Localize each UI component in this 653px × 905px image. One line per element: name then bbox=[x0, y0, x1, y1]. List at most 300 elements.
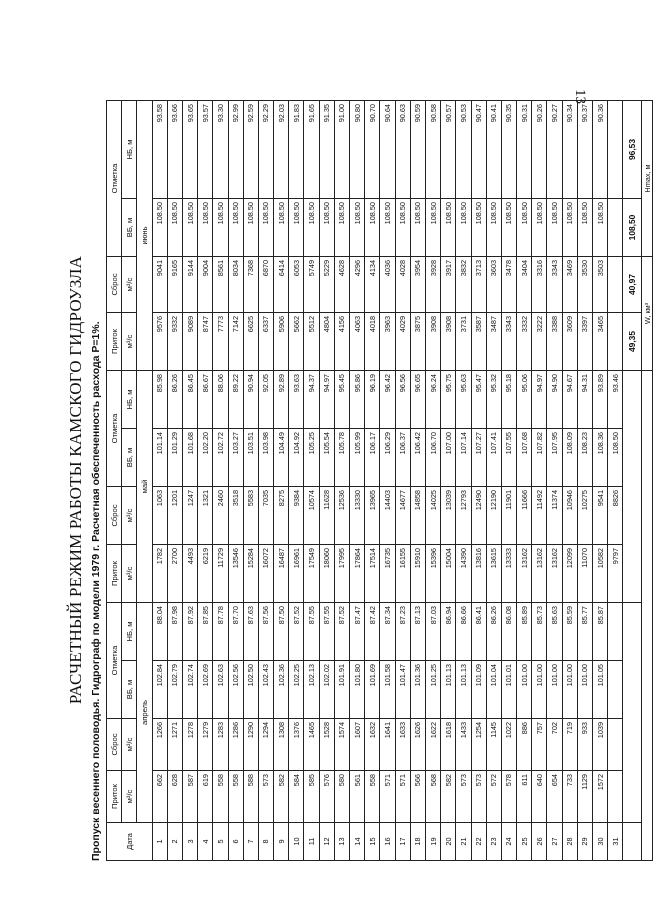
level-header-jun: Отметка bbox=[107, 101, 122, 257]
value-cell bbox=[608, 257, 623, 313]
value-cell: 103.51 bbox=[243, 429, 258, 487]
value-cell: 107.55 bbox=[501, 429, 516, 487]
value-cell: 108.50 bbox=[501, 199, 516, 257]
date-cell: 4 bbox=[198, 823, 213, 861]
value-cell: 1129 bbox=[577, 771, 592, 823]
value-cell: 93.66 bbox=[167, 101, 182, 199]
value-cell: 9165 bbox=[167, 257, 182, 313]
date-cell: 20 bbox=[441, 823, 456, 861]
value-cell: 96.56 bbox=[395, 371, 410, 429]
value-cell: 1622 bbox=[425, 719, 440, 771]
value-cell: 102.43 bbox=[258, 661, 273, 719]
unit-header: м³/с bbox=[122, 545, 137, 603]
value-cell: 8747 bbox=[198, 313, 213, 371]
table-row bbox=[395, 101, 410, 861]
value-cell: 94.37 bbox=[304, 371, 319, 429]
value-cell: 933 bbox=[577, 719, 592, 771]
total-w: 49,35 bbox=[623, 313, 642, 371]
value-cell: 4134 bbox=[365, 257, 380, 313]
value-cell: 9797 bbox=[608, 545, 623, 603]
value-cell: 1266 bbox=[152, 719, 167, 771]
value-cell: 85.63 bbox=[547, 603, 562, 661]
value-cell: 106.29 bbox=[380, 429, 395, 487]
value-cell: 93.63 bbox=[289, 371, 304, 429]
value-cell: 90.94 bbox=[243, 371, 258, 429]
value-cell: 101.00 bbox=[562, 661, 577, 719]
table-row bbox=[198, 101, 213, 861]
value-cell: 566 bbox=[410, 771, 425, 823]
unit-header: м³/с bbox=[122, 771, 137, 823]
value-cell: 3316 bbox=[532, 257, 547, 313]
value-cell: 108.50 bbox=[228, 199, 243, 257]
value-cell: 87.98 bbox=[167, 603, 182, 661]
value-cell: 106.42 bbox=[410, 429, 425, 487]
value-cell: 10275 bbox=[577, 487, 592, 545]
unit-header: м³/с bbox=[122, 313, 137, 371]
value-cell: 3713 bbox=[471, 257, 486, 313]
discharge-header-may: Сброс bbox=[107, 487, 122, 545]
value-cell: 1278 bbox=[182, 719, 197, 771]
value-cell: 102.63 bbox=[213, 661, 228, 719]
value-cell: 90.27 bbox=[547, 101, 562, 199]
rotated-document bbox=[60, 85, 652, 875]
value-cell: 85.98 bbox=[152, 371, 167, 429]
value-cell: 13039 bbox=[441, 487, 456, 545]
table-row bbox=[593, 101, 608, 861]
value-cell: 573 bbox=[258, 771, 273, 823]
date-cell: 17 bbox=[395, 823, 410, 861]
value-cell: 107.68 bbox=[517, 429, 532, 487]
table-row bbox=[182, 101, 197, 861]
value-cell: 1433 bbox=[456, 719, 471, 771]
value-cell: 93.58 bbox=[152, 101, 167, 199]
value-cell: 90.63 bbox=[395, 101, 410, 199]
value-cell: 1308 bbox=[274, 719, 289, 771]
value-cell: 1782 bbox=[152, 545, 167, 603]
value-cell: 90.36 bbox=[593, 101, 608, 199]
table-row bbox=[380, 101, 395, 861]
value-cell: 102.02 bbox=[319, 661, 334, 719]
value-cell: 102.69 bbox=[198, 661, 213, 719]
value-cell: 1618 bbox=[441, 719, 456, 771]
value-cell: 108.09 bbox=[562, 429, 577, 487]
value-cell: 87.52 bbox=[334, 603, 349, 661]
totals-row bbox=[623, 101, 642, 861]
value-cell: 108.50 bbox=[243, 199, 258, 257]
value-cell: 103.27 bbox=[228, 429, 243, 487]
value-cell: 4029 bbox=[395, 313, 410, 371]
date-cell: 22 bbox=[471, 823, 486, 861]
value-cell: 108.50 bbox=[608, 429, 623, 487]
value-cell: 108.50 bbox=[152, 199, 167, 257]
value-cell: 11070 bbox=[577, 545, 592, 603]
value-cell: 108.50 bbox=[562, 199, 577, 257]
date-cell: 3 bbox=[182, 823, 197, 861]
value-cell: 13162 bbox=[547, 545, 562, 603]
value-cell: 105.25 bbox=[304, 429, 319, 487]
value-cell: 87.03 bbox=[425, 603, 440, 661]
value-cell: 2460 bbox=[213, 487, 228, 545]
page-number: 13 bbox=[572, 89, 588, 104]
value-cell: 1271 bbox=[167, 719, 182, 771]
value-cell: 8275 bbox=[274, 487, 289, 545]
date-cell: 2 bbox=[167, 823, 182, 861]
value-cell: 1283 bbox=[213, 719, 228, 771]
value-cell: 87.63 bbox=[243, 603, 258, 661]
table-row bbox=[425, 101, 440, 861]
value-cell: 92.89 bbox=[274, 371, 289, 429]
value-cell: 3530 bbox=[577, 257, 592, 313]
header-row-2 bbox=[122, 101, 137, 861]
value-cell: 16735 bbox=[380, 545, 395, 603]
document-subtitle: Пропуск весеннего половодья. Гидрограф по модели 1979 г. Расчетная обеспеченность расхода P=1%. bbox=[90, 321, 102, 861]
totals-spacer bbox=[623, 371, 642, 603]
value-cell: 85.87 bbox=[593, 603, 608, 661]
value-cell: 86.66 bbox=[456, 603, 471, 661]
value-cell: 12099 bbox=[562, 545, 577, 603]
table-row bbox=[289, 101, 304, 861]
value-cell: 108.50 bbox=[410, 199, 425, 257]
table-row bbox=[334, 101, 349, 861]
unit-header: м³/с bbox=[122, 719, 137, 771]
date-cell: 11 bbox=[304, 823, 319, 861]
total-q: 40,97 bbox=[623, 257, 642, 313]
value-cell: 5906 bbox=[274, 313, 289, 371]
value-cell: 108.50 bbox=[258, 199, 273, 257]
value-cell: 102.20 bbox=[198, 429, 213, 487]
date-cell: 5 bbox=[213, 823, 228, 861]
value-cell: 87.70 bbox=[228, 603, 243, 661]
month-may: май bbox=[137, 371, 152, 603]
value-cell: 108.50 bbox=[365, 199, 380, 257]
value-cell: 106.17 bbox=[365, 429, 380, 487]
value-cell: 92.29 bbox=[258, 101, 273, 199]
value-cell: 108.50 bbox=[274, 199, 289, 257]
value-cell: 106.37 bbox=[395, 429, 410, 487]
value-cell: 96.65 bbox=[410, 371, 425, 429]
value-cell: 5662 bbox=[289, 313, 304, 371]
value-cell: 6337 bbox=[258, 313, 273, 371]
date-cell: 24 bbox=[501, 823, 516, 861]
value-cell: 3954 bbox=[410, 257, 425, 313]
value-cell: 108.50 bbox=[517, 199, 532, 257]
value-cell: 15396 bbox=[425, 545, 440, 603]
value-cell: 11666 bbox=[517, 487, 532, 545]
value-cell: 87.85 bbox=[198, 603, 213, 661]
value-cell: 1465 bbox=[304, 719, 319, 771]
nb-header: НБ, м bbox=[122, 101, 137, 199]
value-cell: 6414 bbox=[274, 257, 289, 313]
value-cell: 108.50 bbox=[471, 199, 486, 257]
value-cell bbox=[608, 313, 623, 371]
value-cell: 15910 bbox=[410, 545, 425, 603]
value-cell: 3518 bbox=[228, 487, 243, 545]
value-cell: 8826 bbox=[608, 487, 623, 545]
unit-header: м³/с bbox=[122, 487, 137, 545]
table-row bbox=[167, 101, 182, 861]
table-row bbox=[350, 101, 365, 861]
value-cell: 108.50 bbox=[334, 199, 349, 257]
value-cell: 7142 bbox=[228, 313, 243, 371]
value-cell: 5749 bbox=[304, 257, 319, 313]
value-cell: 572 bbox=[486, 771, 501, 823]
value-cell: 102.79 bbox=[167, 661, 182, 719]
value-cell bbox=[608, 603, 623, 661]
value-cell: 87.13 bbox=[410, 603, 425, 661]
value-cell: 585 bbox=[304, 771, 319, 823]
value-cell: 108.50 bbox=[213, 199, 228, 257]
value-cell: 85.73 bbox=[532, 603, 547, 661]
value-cell: 1063 bbox=[152, 487, 167, 545]
value-cell: 102.72 bbox=[213, 429, 228, 487]
date-cell: 21 bbox=[456, 823, 471, 861]
table-body bbox=[152, 101, 623, 861]
value-cell: 9332 bbox=[167, 313, 182, 371]
value-cell: 87.78 bbox=[213, 603, 228, 661]
totals-caption-row bbox=[642, 101, 653, 861]
value-cell: 1528 bbox=[319, 719, 334, 771]
month-april: апрель bbox=[137, 603, 152, 823]
value-cell: 101.00 bbox=[577, 661, 592, 719]
value-cell: 108.50 bbox=[425, 199, 440, 257]
value-cell: 15004 bbox=[441, 545, 456, 603]
caption-spacer bbox=[642, 371, 653, 861]
value-cell: 86.67 bbox=[198, 371, 213, 429]
value-cell: 102.25 bbox=[289, 661, 304, 719]
value-cell: 96.42 bbox=[380, 371, 395, 429]
value-cell: 588 bbox=[243, 771, 258, 823]
value-cell: 101.25 bbox=[425, 661, 440, 719]
value-cell: 4296 bbox=[350, 257, 365, 313]
table-row bbox=[365, 101, 380, 861]
value-cell: 584 bbox=[289, 771, 304, 823]
value-cell: 87.42 bbox=[365, 603, 380, 661]
value-cell: 8561 bbox=[213, 257, 228, 313]
table-row bbox=[471, 101, 486, 861]
value-cell: 106.70 bbox=[425, 429, 440, 487]
value-cell: 108.50 bbox=[319, 199, 334, 257]
value-cell: 11374 bbox=[547, 487, 562, 545]
value-cell: 9541 bbox=[593, 487, 608, 545]
value-cell: 16155 bbox=[395, 545, 410, 603]
date-cell: 16 bbox=[380, 823, 395, 861]
regime-table bbox=[106, 100, 653, 861]
value-cell: 101.09 bbox=[471, 661, 486, 719]
value-cell: 94.67 bbox=[562, 371, 577, 429]
value-cell: 93.46 bbox=[608, 371, 623, 429]
value-cell: 87.92 bbox=[182, 603, 197, 661]
value-cell: 95.75 bbox=[441, 371, 456, 429]
table-row bbox=[547, 101, 562, 861]
value-cell: 4036 bbox=[380, 257, 395, 313]
value-cell: 7773 bbox=[213, 313, 228, 371]
value-cell: 1286 bbox=[228, 719, 243, 771]
value-cell: 719 bbox=[562, 719, 577, 771]
value-cell: 101.36 bbox=[410, 661, 425, 719]
value-cell: 571 bbox=[380, 771, 395, 823]
value-cell: 95.86 bbox=[350, 371, 365, 429]
value-cell: 101.13 bbox=[441, 661, 456, 719]
value-cell: 101.01 bbox=[501, 661, 516, 719]
value-cell: 1626 bbox=[410, 719, 425, 771]
value-cell: 95.06 bbox=[517, 371, 532, 429]
value-cell: 1641 bbox=[380, 719, 395, 771]
value-cell: 582 bbox=[441, 771, 456, 823]
value-cell: 93.30 bbox=[213, 101, 228, 199]
table-row bbox=[258, 101, 273, 861]
inflow-header-jun: Приток bbox=[107, 313, 122, 371]
value-cell: 105.54 bbox=[319, 429, 334, 487]
value-cell: 90.59 bbox=[410, 101, 425, 199]
value-cell: 2700 bbox=[167, 545, 182, 603]
value-cell: 102.50 bbox=[243, 661, 258, 719]
total-hnb: 96,53 bbox=[623, 101, 642, 199]
value-cell: 4028 bbox=[395, 257, 410, 313]
date-cell: 10 bbox=[289, 823, 304, 861]
value-cell: 6219 bbox=[198, 545, 213, 603]
value-cell: 92.03 bbox=[274, 101, 289, 199]
value-cell: 90.58 bbox=[425, 101, 440, 199]
value-cell: 1294 bbox=[258, 719, 273, 771]
value-cell: 1632 bbox=[365, 719, 380, 771]
level-header-may: Отметка bbox=[107, 371, 122, 487]
value-cell: 87.55 bbox=[304, 603, 319, 661]
value-cell: 102.36 bbox=[274, 661, 289, 719]
value-cell: 90.53 bbox=[456, 101, 471, 199]
value-cell: 4156 bbox=[334, 313, 349, 371]
value-cell: 101.00 bbox=[547, 661, 562, 719]
table-row bbox=[243, 101, 258, 861]
value-cell: 108.50 bbox=[547, 199, 562, 257]
value-cell: 4628 bbox=[334, 257, 349, 313]
month-row bbox=[137, 101, 152, 861]
value-cell: 13330 bbox=[350, 487, 365, 545]
value-cell: 576 bbox=[319, 771, 334, 823]
date-cell: 19 bbox=[425, 823, 440, 861]
vb-header: ВБ, м bbox=[122, 199, 137, 257]
value-cell: 702 bbox=[547, 719, 562, 771]
value-cell: 654 bbox=[547, 771, 562, 823]
table-row bbox=[319, 101, 334, 861]
value-cell: 96.24 bbox=[425, 371, 440, 429]
value-cell: 107.27 bbox=[471, 429, 486, 487]
value-cell: 3603 bbox=[486, 257, 501, 313]
value-cell: 11729 bbox=[213, 545, 228, 603]
value-cell: 85.59 bbox=[562, 603, 577, 661]
date-cell: 6 bbox=[228, 823, 243, 861]
value-cell: 105.78 bbox=[334, 429, 349, 487]
value-cell: 107.95 bbox=[547, 429, 562, 487]
value-cell: 757 bbox=[532, 719, 547, 771]
totals-spacer bbox=[623, 823, 642, 861]
value-cell: 1254 bbox=[471, 719, 486, 771]
value-cell: 108.36 bbox=[593, 429, 608, 487]
value-cell: 95.18 bbox=[501, 371, 516, 429]
value-cell: 101.14 bbox=[152, 429, 167, 487]
value-cell: 14025 bbox=[425, 487, 440, 545]
date-cell: 25 bbox=[517, 823, 532, 861]
table-row bbox=[274, 101, 289, 861]
value-cell: 90.41 bbox=[486, 101, 501, 199]
value-cell: 10574 bbox=[304, 487, 319, 545]
value-cell: 6625 bbox=[243, 313, 258, 371]
value-cell: 1145 bbox=[486, 719, 501, 771]
value-cell: 92.59 bbox=[243, 101, 258, 199]
value-cell: 3503 bbox=[593, 257, 608, 313]
value-cell: 5583 bbox=[243, 487, 258, 545]
value-cell: 15284 bbox=[243, 545, 258, 603]
value-cell: 3908 bbox=[425, 313, 440, 371]
value-cell: 9144 bbox=[182, 257, 197, 313]
value-cell: 1633 bbox=[395, 719, 410, 771]
date-cell: 23 bbox=[486, 823, 501, 861]
value-cell: 108.50 bbox=[577, 199, 592, 257]
value-cell: 96.19 bbox=[365, 371, 380, 429]
value-cell: 108.50 bbox=[289, 199, 304, 257]
value-cell: 13333 bbox=[501, 545, 516, 603]
value-cell: 108.50 bbox=[593, 199, 608, 257]
value-cell: 3587 bbox=[471, 313, 486, 371]
value-cell: 3343 bbox=[547, 257, 562, 313]
value-cell: 10582 bbox=[593, 545, 608, 603]
value-cell: 90.64 bbox=[380, 101, 395, 199]
value-cell: 3388 bbox=[547, 313, 562, 371]
value-cell: 1022 bbox=[501, 719, 516, 771]
table-row bbox=[532, 101, 547, 861]
inflow-header-apr: Приток bbox=[107, 771, 122, 823]
value-cell: 90.35 bbox=[501, 101, 516, 199]
discharge-header-jun: Сброс bbox=[107, 257, 122, 313]
value-cell: 86.08 bbox=[501, 603, 516, 661]
value-cell: 108.50 bbox=[304, 199, 319, 257]
date-cell: 7 bbox=[243, 823, 258, 861]
value-cell: 108.50 bbox=[380, 199, 395, 257]
value-cell: 3332 bbox=[517, 313, 532, 371]
value-cell: 13162 bbox=[532, 545, 547, 603]
value-cell: 13816 bbox=[471, 545, 486, 603]
value-cell: 9041 bbox=[152, 257, 167, 313]
value-cell: 101.05 bbox=[593, 661, 608, 719]
value-cell: 3908 bbox=[441, 313, 456, 371]
value-cell: 101.13 bbox=[456, 661, 471, 719]
value-cell: 85.89 bbox=[517, 603, 532, 661]
value-cell: 1279 bbox=[198, 719, 213, 771]
value-cell: 93.89 bbox=[593, 371, 608, 429]
value-cell: 6870 bbox=[258, 257, 273, 313]
value-cell: 733 bbox=[562, 771, 577, 823]
date-cell: 29 bbox=[577, 823, 592, 861]
value-cell: 9576 bbox=[152, 313, 167, 371]
value-cell: 87.23 bbox=[395, 603, 410, 661]
value-cell: 107.41 bbox=[486, 429, 501, 487]
value-cell: 92.99 bbox=[228, 101, 243, 199]
value-cell: 85.77 bbox=[577, 603, 592, 661]
value-cell: 7368 bbox=[243, 257, 258, 313]
value-cell: 93.57 bbox=[198, 101, 213, 199]
value-cell: 3875 bbox=[410, 313, 425, 371]
value-cell: 104.92 bbox=[289, 429, 304, 487]
value-cell: 87.47 bbox=[350, 603, 365, 661]
value-cell: 561 bbox=[350, 771, 365, 823]
value-cell: 14403 bbox=[380, 487, 395, 545]
discharge-header-apr: Сброс bbox=[107, 719, 122, 771]
value-cell: 102.13 bbox=[304, 661, 319, 719]
table-row bbox=[501, 101, 516, 861]
table-row bbox=[562, 101, 577, 861]
table-row bbox=[213, 101, 228, 861]
value-cell bbox=[608, 771, 623, 823]
value-cell: 108.50 bbox=[441, 199, 456, 257]
